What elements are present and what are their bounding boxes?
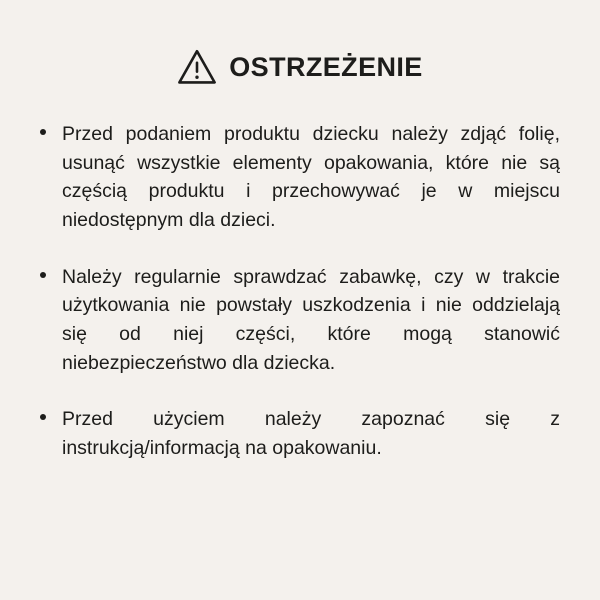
list-item — [40, 405, 560, 462]
warning-bullet-list — [40, 120, 560, 463]
list-item-text: Przed podaniem produktu dziecku należy zdjąć folię, usunąć wszystkie elementy opakowania, które nie są częścią produktu i przechowywać je w miejscu niedostępnym dla dzieci. — [62, 123, 560, 231]
bullet-dot-icon — [40, 405, 62, 420]
page-title: OSTRZEŻENIE — [229, 51, 423, 82]
list-item — [40, 263, 560, 378]
bullet-dot-icon — [40, 263, 62, 278]
bullet-dot-icon — [40, 120, 62, 135]
list-item-text: Przed użyciem należy zapoznać się z instrukcją/informacją na opakowaniu. — [62, 408, 560, 459]
list-item-text: Należy regularnie sprawdzać zabawkę, czy w trakcie użytkowania nie powstały uszkodzenia i nie oddzielają się od niej części, które mogą stanowić niebezpieczeństwo dla dziecka. — [62, 265, 560, 374]
list-item — [40, 120, 560, 235]
warning-triangle-icon — [177, 48, 217, 86]
warning-heading — [177, 48, 422, 86]
